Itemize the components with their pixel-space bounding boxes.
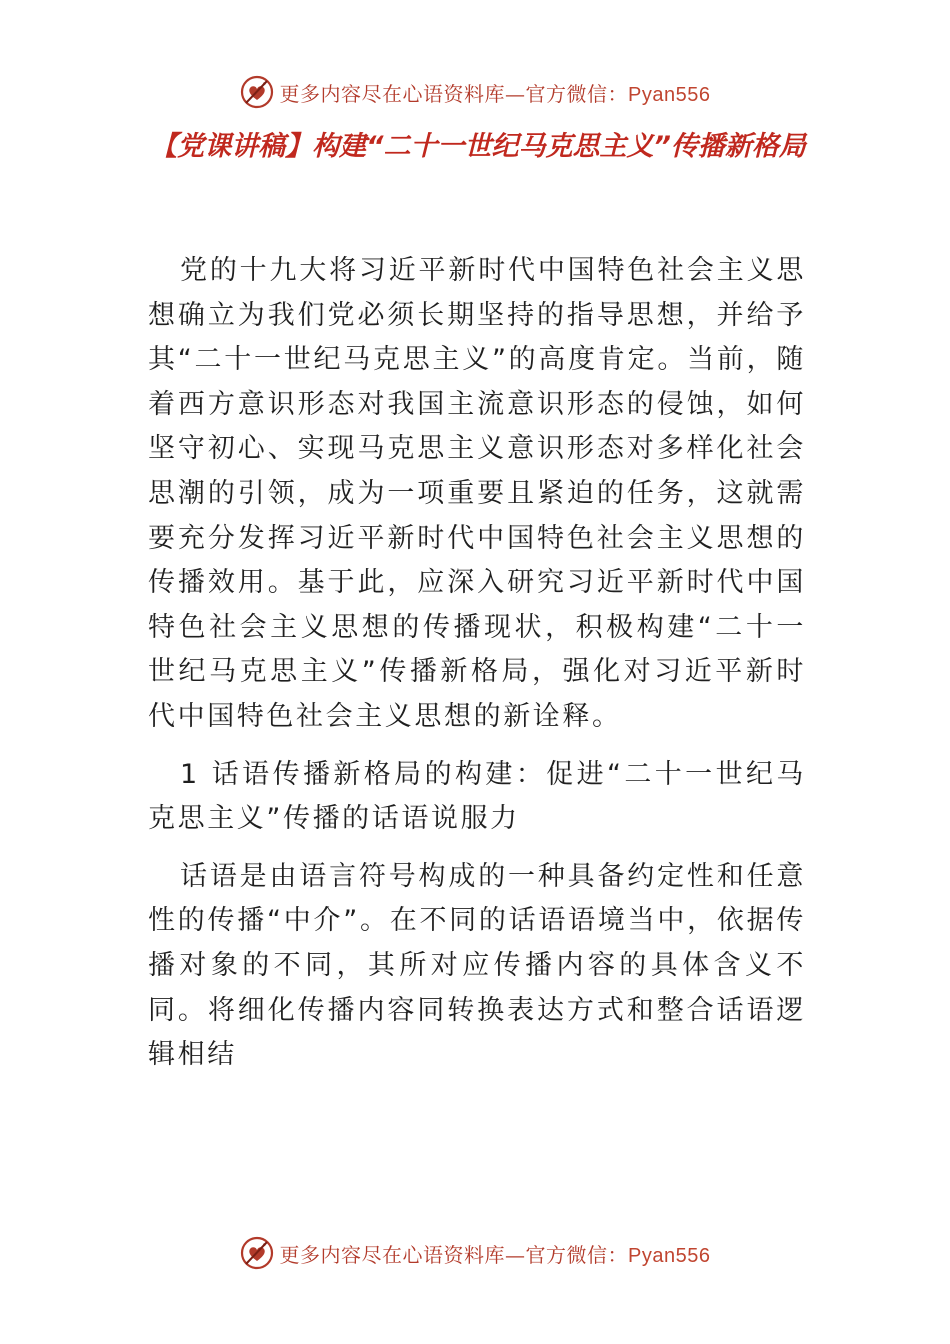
- watermark-separator: —官方微信：: [505, 81, 629, 106]
- document-title: 【党课讲稿】构建“二十一世纪马克思主义”传播新格局: [150, 131, 806, 162]
- document-body: [148, 249, 806, 1091]
- footer-watermark: [0, 1233, 950, 1273]
- quill-heart-logo-icon: [240, 75, 274, 109]
- watermark-account: Pyan556: [628, 1244, 711, 1267]
- paragraph-discourse: 话语是由语言符号构成的一种具备约定性和任意性的传播“中介”。在不同的话语语境当中，依据传播对象的不同，其所对应传播内容的具体含义不同。将细化传播内容同转换表达方式和整合话语逻辑相结: [148, 860, 806, 1071]
- watermark-separator: —官方微信：: [505, 1242, 629, 1267]
- watermark-text: [280, 1239, 711, 1268]
- header-watermark: [0, 72, 950, 112]
- watermark-library-name: 更多内容尽在心语资料库: [279, 81, 506, 106]
- watermark-account: Pyan556: [628, 83, 711, 106]
- paragraph-intro: 党的十九大将习近平新时代中国特色社会主义思想确立为我们党必须长期坚持的指导思想，并给予其“二十一世纪马克思主义”的高度肯定。当前，随着西方意识形态对我国主流意识形态的侵蚀，如何坚守初心、实现马克思主义意识形态对多样化社会思潮的引领，成为一项重要且紧迫的任务，这就需要充分发挥习近平新时代中国特色社会主义思想的传播效用。基于此，应深入研究习近平新时代中国特色社会主义思想的传播现状，积极构建“二十一世纪马克思主义”传播新格局，强化对习近平新时代中国特色社会主义思想的新诠释。: [148, 255, 806, 732]
- section-heading-1: 1 话语传播新格局的构建：促进“二十一世纪马克思主义”传播的话语说服力: [148, 758, 806, 835]
- watermark-text: [280, 78, 711, 107]
- quill-heart-logo-icon: [240, 1236, 274, 1270]
- watermark-library-name: 更多内容尽在心语资料库: [279, 1242, 506, 1267]
